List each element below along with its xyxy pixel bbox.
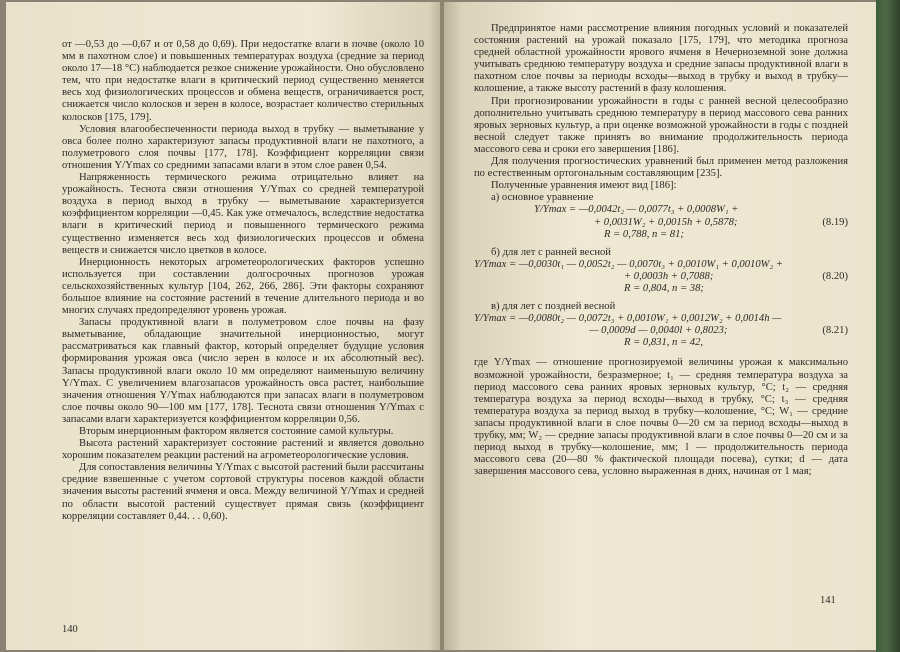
- equation-number: (8.20): [822, 270, 848, 282]
- paragraph: Для сопоставления величины Y/Ymax с высотой растений были рассчитаны средние взвешенные с учетом сортовой структуры посевов каждой области значения высоты растений ячменя и овса. Между величиной Y/Ymax и средней по области высотой растений существует прямая связь (коэффициент корреляции составляет 0,44. . . 0,60).: [62, 462, 424, 522]
- equation-stats: R = 0,831, n = 42,: [624, 337, 704, 349]
- equation-stats: R = 0,788, n = 81;: [604, 228, 684, 240]
- equation-line: + 0,0031W₂ + 0,0015h + 0,5878;: [594, 216, 738, 228]
- equation-line: Y/Ymax = —0,0030t₁ — 0,0052t₂ — 0,0070t₃ + 0,0010W₁ + 0,0010W₂ +: [474, 258, 783, 270]
- variable-explanation: где Y/Ymax — отношение прогнозируемой величины урожая к максимально возможной урожайности, безразмерное; t₁ — средняя температура воздуха за период массового сева ранних яровых зерновых культур, °С; t₂ — средняя температура воздуха за период всходы—выход в трубку, °С; t₃ — средняя температура воздуха за период выход в трубку—колошение, °С; W₁ — средние запасы продуктивной влаги в слое почвы 0—20 см за период всходы—выход в трубку, мм; W₂ — средние запасы продуктивной влаги в слое почвы 0—20 см и за период выход в трубку—колошение, мм; l — продолжительность периода массового сева (20—80 % фактической площади посева), сутки; d — дата завершения массового сева, условно выраженная в днях, начиная от 1 мая;: [474, 357, 848, 478]
- equation-line: Y/Ymax = —0,0042t₂ — 0,0077t₃ + 0,0008W₁ +: [534, 204, 739, 216]
- paragraph: Запасы продуктивной влаги в полуметровом слое почвы на фазу выметывание, обладающие значительной инерционностью, могут рассматриваться как главный фактор, который определяет будущие условия формирования урожая овса (число зерен в колосе и их абсолютный вес). Запасы продуктивной влаги около 10 мм определяют наименьшую величину Y/Ymax. С увеличением влагозапасов урожайность овса растет, наибольшие значения отношения Y/Ymax наблюдаются при запасах влаги в полуметровом слое почвы около 90—100 мм [177, 178]. Теснота связи отношения Y/Ymax с запасами влаги характеризуется коэффициентом корреляции 0,56.: [62, 317, 424, 425]
- equation-line: + 0,0003h + 0,7088;: [624, 270, 714, 282]
- equation-line: — 0,0009d — 0,0040l + 0,8023;: [589, 325, 728, 337]
- page-number-right: 141: [820, 595, 836, 606]
- paragraph: Напряженность термического режима отрицательно влияет на урожайность. Теснота связи отношения Y/Ymax со средней температурой воздуха в период выход в трубку — выметывание характеризуется коэффициентом корреляции —0,45. Как уже отмечалось, вследствие недостатка влаги в критический период и повышенного термического режима существенно изменяется весь ход физиологических процессов и обмена веществ и снижается число цветков в колосе.: [62, 172, 424, 256]
- left-page: [6, 2, 442, 650]
- paragraph: Инерционность некоторых агрометеорологических факторов успешно используется при составлении долгосрочных прогнозов урожая сельскохозяйственных культур [104, 262, 266, 286]. Эти факторы сохраняют большое влияние на состояние растений в течение длительного периода и во многих случаях предопределяют уровень урожая.: [62, 256, 424, 317]
- left-page-text: [62, 39, 424, 523]
- paragraph: от —0,53 до —0,67 и от 0,58 до 0,69). При недостатке влаги в почве (около 10 мм в пахотном слое) и повышенных температурах воздуха (средние за период около 17—18 °C) наблюдается резкое снижение урожайности. Оно обусловлено тем, что при недостатке влаги в критический период существенно меняется весь ход физиологических процессов и обмена веществ, ограничивается рост, снижается число колосков и зерен в колосе, возрастает количество стерильных колосков [175, 179].: [62, 39, 424, 123]
- right-page: [444, 2, 876, 650]
- equation-8-21: [474, 313, 848, 349]
- equation-label-c: в) для лет с поздней весной: [491, 301, 616, 313]
- paragraph: Предпринятое нами рассмотрение влияния погодных условий и показателей состояния растений на урожай показало [175, 179], что методика прогноза средней областной урожайности ярового ячменя в Нечерноземной зоне должна учитывать среднюю температуру воздуха и средние запасы продуктивной влаги в пахотном слое почвы за периоды всходы—выход в трубку и выход в трубку—колошение, а также высоту растений в фазу колошения.: [474, 23, 848, 95]
- right-page-text: [474, 23, 848, 478]
- equation-label-a: а) основное уравнение: [491, 192, 594, 204]
- equation-stats: R = 0,804, n = 38;: [624, 282, 704, 294]
- equation-line: Y/Ymax = —0,0080t₂ — 0,0072t₃ + 0,0010W₁ + 0,0012W₂ + 0,0014h —: [474, 313, 782, 325]
- book-cover-edge: [876, 0, 900, 652]
- paragraph: Условия влагообеспеченности периода выход в трубку — выметывание у овса более полно характеризуют запасы продуктивной влаги не пахотного, а полуметрового слоя почвы [177, 178]. Коэффициент корреляции связи отношения Y/Ymax со средними запасами влаги в этом слое равен 0,54.: [62, 123, 424, 171]
- page-number-left: 140: [62, 624, 78, 635]
- paragraph: Высота растений характеризует состояние растений и является довольно хорошим показателем реакции растений на агрометеорологические условия.: [62, 438, 424, 462]
- equation-number: (8.21): [822, 325, 848, 337]
- paragraph: Вторым инерционным фактором является состояние самой культуры.: [79, 426, 394, 437]
- paragraph: При прогнозировании урожайности в годы с ранней весной целесообразно дополнительно учитывать среднюю температуру в период массового сева ранних яровых зерновых культур, а при оценке возможной урожайности в годы с поздней весной следует также принять во внимание продолжительность периода массового сева и сроки его завершения [186].: [474, 95, 848, 155]
- equation-number: (8.19): [822, 216, 848, 228]
- paragraph: Для получения прогностических уравнений был применен метод разложения по естественным ортогональным составляющим [235].: [474, 156, 848, 180]
- paragraph: Полученные уравнения имеют вид [186]:: [491, 180, 677, 192]
- equation-label-b: б) для лет с ранней весной: [491, 246, 611, 258]
- equation-8-20: [474, 259, 848, 295]
- equation-8-19: [474, 204, 848, 240]
